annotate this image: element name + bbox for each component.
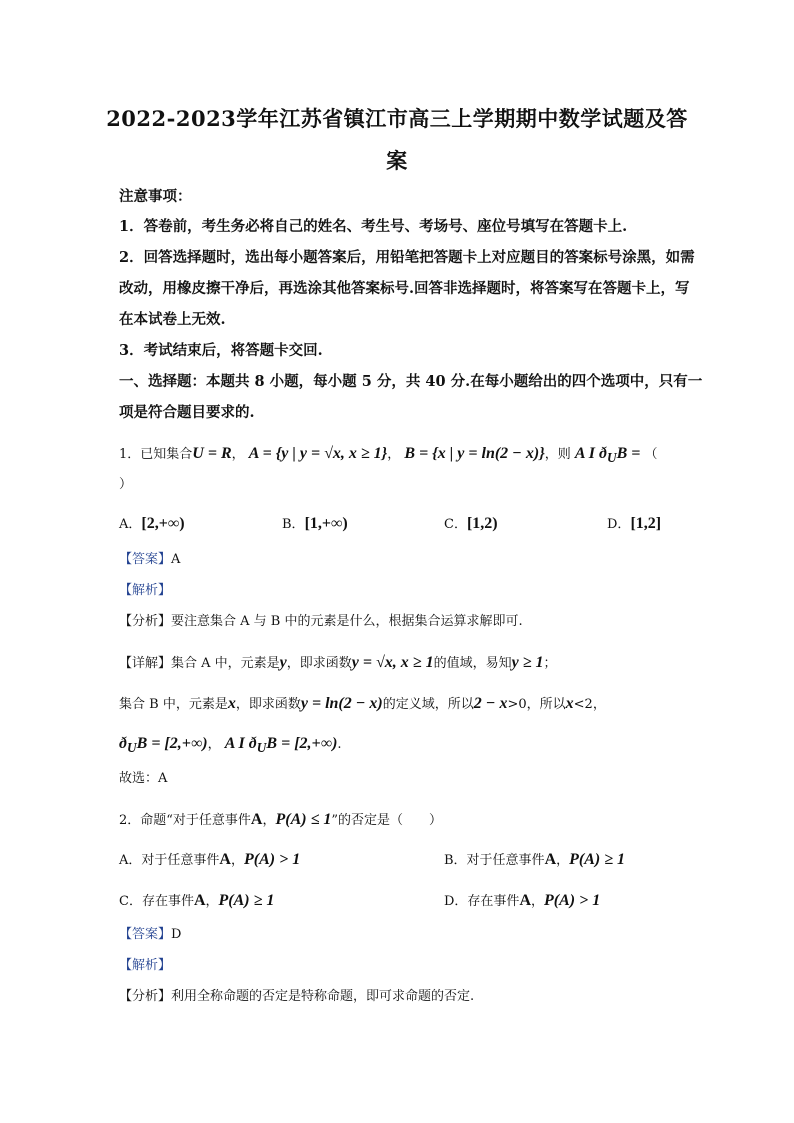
subscript: U (256, 740, 267, 756)
probability-condition: P(A) ≤ 1 (275, 811, 332, 828)
set-u: U = R (192, 445, 232, 462)
complement-result (119, 735, 208, 756)
question-1-choose: 故选：A (119, 771, 168, 786)
document-title-line2: 案 (386, 148, 408, 173)
separator: ， (230, 853, 244, 868)
intersection-symbol: A I ð (224, 735, 257, 752)
detail-text: ，即求函数 (235, 697, 301, 712)
option-value: [1,+∞) (304, 515, 348, 532)
option-label: B．对于任意事件 (444, 853, 545, 868)
math-x: x (227, 695, 236, 712)
separator: ， (556, 853, 570, 868)
intersection-result (224, 735, 338, 756)
question-2-analysis-tag: 【解析】 (119, 958, 172, 973)
expression-subscript: U (606, 450, 617, 466)
answer-value: D (171, 927, 182, 942)
option-value: P(A) ≥ 1 (218, 892, 275, 909)
question-1-detail-line-2 (119, 696, 606, 712)
option-label: A． (119, 517, 142, 532)
notice-heading: 注意事项： (119, 188, 192, 205)
fenxi-tag: 【分析】 (119, 989, 172, 1004)
detail-text: <2， (573, 697, 606, 712)
question-1-detail-line-1 (119, 655, 557, 671)
subscript: U (127, 740, 137, 756)
section-1-line-1: 一、选择题：本题共 8 小题，每小题 5 分，共 40 分.在每小题给出的四个选项中，只有一 (119, 373, 703, 390)
answer-tag: 【答案】 (119, 552, 172, 567)
function-ln: y = ln(2 − x) (300, 695, 383, 712)
question-2-fenxi (119, 990, 474, 1003)
option-value: P(A) > 1 (243, 851, 301, 868)
document-title-line1: 2022-2023学年江苏省镇江市高三上学期期中数学试题及答 (106, 106, 688, 131)
option-label: B． (282, 517, 305, 532)
answer-blank-close: ） (119, 477, 133, 492)
question-2-stem (119, 812, 442, 828)
detail-text: 集合 B 中，元素是 (119, 697, 228, 712)
option-label: A．对于任意事件 (119, 853, 220, 868)
option-value: P(A) > 1 (544, 892, 601, 909)
fenxi-tag: 【分析】 (119, 614, 172, 629)
option-value: [1,2] (630, 515, 662, 532)
question-2-option-b (444, 852, 625, 868)
question-2-prefix: 2．命题“对于任意事件 (119, 813, 251, 828)
detail-tag: 【详解】 (119, 656, 172, 671)
fenxi-text: 利用全称命题的否定是特称命题，即可求命题的否定. (171, 989, 475, 1004)
option-label: D．存在事件 (444, 894, 520, 909)
event-a: A (193, 892, 206, 909)
complement-value: B = [2,+∞) (136, 735, 208, 752)
notice-item-2-line-1: 2．回答选择题时，选出每小题答案后，用铅笔把答题卡上对应题目的答案标号涂黑，如需 (119, 249, 695, 266)
question-1-analysis-tag: 【解析】 (119, 583, 172, 598)
question-2-option-d (444, 893, 600, 909)
math-x: x (565, 695, 574, 712)
option-label: C．存在事件 (119, 894, 194, 909)
complement-symbol: ð (119, 735, 127, 752)
question-2-option-c (119, 893, 274, 909)
question-2-suffix: ”的否定是（ ） (331, 813, 443, 828)
detail-text: ； (543, 656, 557, 671)
option-value: P(A) ≥ 1 (569, 851, 626, 868)
answer-blank-open: （ (644, 447, 658, 462)
separator: ， (531, 894, 545, 909)
separator: ， (205, 894, 219, 909)
notice-item-2-line-3: 在本试卷上无效. (119, 311, 226, 328)
period: . (337, 737, 342, 752)
question-1-answer (119, 553, 180, 566)
question-1-option-d (607, 516, 661, 532)
expression-tail: B = (616, 445, 641, 462)
question-1-expression (574, 445, 641, 466)
fenxi-text: 要注意集合 A 与 B 中的元素是什么，根据集合运算求解即可. (171, 614, 523, 629)
separator: ， (387, 447, 401, 462)
option-value: [2,+∞) (141, 515, 185, 532)
event-a: A (544, 851, 557, 868)
detail-text: 集合 A 中，元素是 (171, 656, 280, 671)
detail-text: 的值域，易知 (433, 656, 512, 671)
separator: ， (207, 737, 221, 752)
detail-text: ，即求函数 (286, 656, 352, 671)
question-1-option-a (119, 516, 185, 532)
question-2-option-a (119, 852, 300, 868)
event-a: A (519, 892, 531, 909)
question-1-option-c (444, 516, 498, 532)
inequality-expr: 2 − x (473, 695, 508, 712)
question-2-answer (119, 928, 181, 941)
question-1-stem (119, 446, 658, 465)
question-1-fenxi (119, 615, 523, 628)
answer-value: A (171, 552, 181, 567)
math-y: y (279, 654, 287, 671)
set-a-definition: A = {y | y = √x, x ≥ 1} (248, 445, 388, 462)
range-result: y ≥ 1 (511, 654, 544, 671)
expression-main: A I ð (574, 445, 607, 462)
intersection-value: B = [2,+∞) (266, 735, 338, 752)
notice-item-3: 3．考试结束后，将答题卡交回. (119, 342, 323, 359)
notice-item-2-line-2: 改动，用橡皮擦干净后，再选涂其他答案标号.回答非选择题时，将答案写在答题卡上，写 (119, 280, 690, 297)
option-value: [1,2) (466, 515, 498, 532)
event-a: A (219, 851, 231, 868)
event-a: A (250, 811, 263, 828)
question-1-suffix: ，则 (544, 447, 571, 462)
option-label: D． (607, 517, 631, 532)
section-1-line-2: 项是符合题目要求的. (119, 404, 255, 421)
question-1-detail-line-3 (119, 736, 342, 755)
notice-item-1: 1．答卷前，考生务必将自己的姓名、考生号、考场号、座位号填写在答题卡上. (119, 218, 628, 235)
question-1-option-b (282, 516, 348, 532)
set-b-definition: B = {x | y = ln(2 − x)} (404, 445, 545, 462)
separator: ， (262, 813, 276, 828)
detail-text: >0，所以 (507, 697, 566, 712)
question-1-prefix: 1．已知集合 (119, 447, 193, 462)
function-sqrt: y = √x, x ≥ 1 (351, 654, 434, 671)
answer-tag: 【答案】 (119, 927, 172, 942)
option-label: C． (444, 517, 467, 532)
detail-text: 的定义域，所以 (382, 697, 474, 712)
separator: ， (231, 447, 245, 462)
